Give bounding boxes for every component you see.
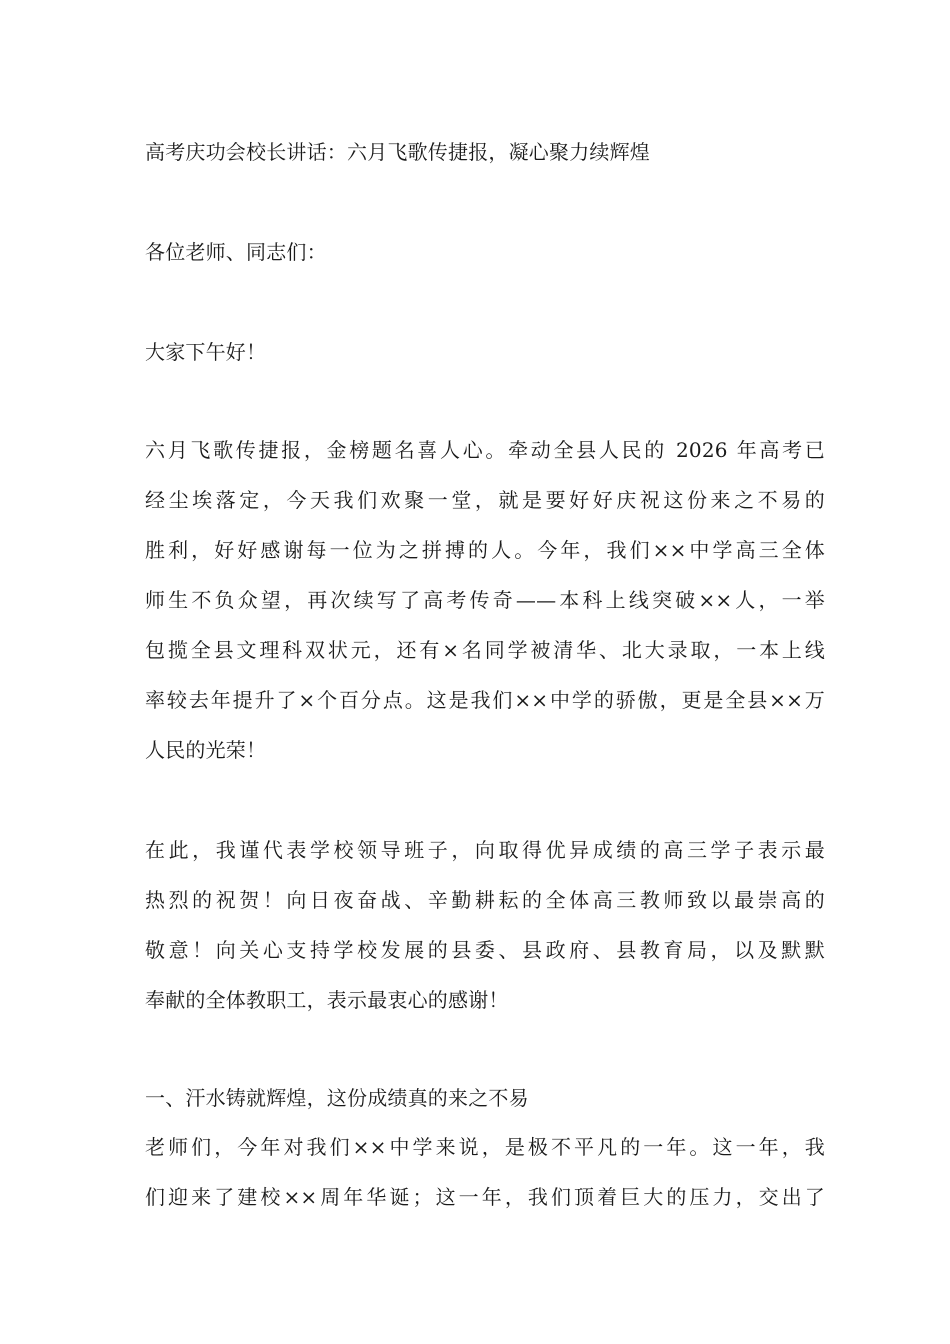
- paragraph-line: 包揽全县文理科双状元，还有×名同学被清华、北大录取，一本上线: [145, 638, 825, 662]
- paragraph-line: 奉献的全体教职工，表示最衷心的感谢！: [145, 988, 509, 1012]
- paragraph-line: 经尘埃落定，今天我们欢聚一堂，就是要好好庆祝这份来之不易的: [145, 488, 825, 512]
- paragraph-line: 热烈的祝贺！向日夜奋战、辛勤耕耘的全体高三教师致以最崇高的: [145, 888, 825, 912]
- paragraph-line: 师生不负众望，再次续写了高考传奇——本科上线突破××人，一举: [145, 588, 825, 612]
- greeting: 大家下午好！: [145, 340, 267, 364]
- paragraph-line: 们迎来了建校××周年华诞；这一年，我们顶着巨大的压力，交出了: [145, 1185, 825, 1209]
- paragraph-line: 胜利，好好感谢每一位为之拼搏的人。今年，我们××中学高三全体: [145, 538, 825, 562]
- document-title: 高考庆功会校长讲话：六月飞歌传捷报，凝心聚力续辉煌: [145, 140, 650, 164]
- paragraph-line: 率较去年提升了×个百分点。这是我们××中学的骄傲，更是全县××万: [145, 688, 825, 712]
- paragraph-line: 敬意！向关心支持学校发展的县委、县政府、县教育局，以及默默: [145, 938, 825, 962]
- salutation: 各位老师、同志们：: [145, 240, 327, 264]
- paragraph-line: 人民的光荣！: [145, 738, 267, 762]
- section-heading: 一、汗水铸就辉煌，这份成绩真的来之不易: [145, 1086, 529, 1110]
- paragraph-line: 在此，我谨代表学校领导班子，向取得优异成绩的高三学子表示最: [145, 838, 825, 862]
- paragraph-line: 老师们，今年对我们××中学来说，是极不平凡的一年。这一年，我: [145, 1135, 825, 1159]
- paragraph-line: 六月飞歌传捷报，金榜题名喜人心。牵动全县人民的 2026 年高考已: [145, 438, 825, 462]
